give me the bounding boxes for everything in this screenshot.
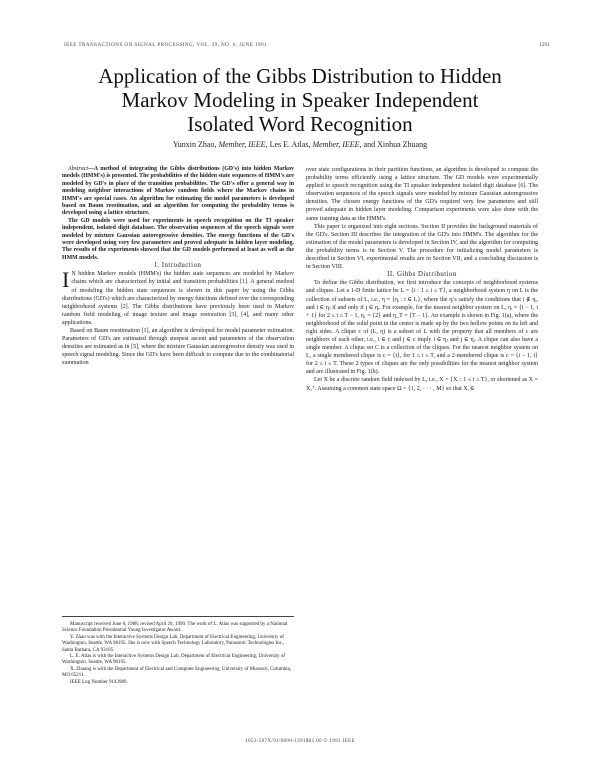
footnote-text: X. Zhuang is with the Department of Electrical and Computer Engineering, University of Missouri, Columbia, MO 65211. xyxy=(62,666,292,679)
running-head: IEEE TRANSACTIONS ON SIGNAL PROCESSING, VOL. 39, NO. 6, JUNE 1991 xyxy=(64,42,268,48)
title-line: Isolated Word Recognition xyxy=(187,112,413,136)
body-paragraph: This paper is organized into eight sections. Section II provides the background materials of the GD's. Section III describes the integration of the GD's into HMM's. The algorithm for the estimation of the model parameters is developed in Section IV, and the algorithm for computing the probability terms is in Section V. The procedure for initializing model parameters is described in Section VI, experimental results are in Section VII, and a concluding discussion is in Section VIII. xyxy=(306,223,538,271)
author-line xyxy=(60,140,540,149)
paper-title xyxy=(60,64,540,136)
author-name: Yunxin Zhao, xyxy=(172,140,217,149)
drop-cap: I xyxy=(62,267,70,293)
footnote-text: Manuscript received June 8, 1988; revised April 20, 1990. The work of L. Atlas was supported by a National Science Foundation Presidential Young Investigator Award. xyxy=(62,622,288,634)
left-column xyxy=(62,166,294,368)
footnote-text: Y. Zhao was with the Interactive Systems Design Lab, Department of Electrical Engineering, University of Washington, Seattle, WA 98195. She is now with Speech Technology Laboratory, Panasonic Technologies Inc., Santa Barbara, CA 93105. xyxy=(62,634,285,653)
title-line: Application of the Gibbs Distribution to Hidden xyxy=(98,64,502,88)
footnote-text: L. E. Atlas is with the Interactive Systems Design Lab, Department of Electrical Engineering, University of Washington, Seattle, WA 98195. xyxy=(62,654,286,666)
intro-paragraph: Based on Baum reestimation [1], an algorithm is developed for model parameter estimation. Parameters of GD's are estimated through steepest ascent and parameters of the observation densities are estimated as in [5], where the mixture Gaussian autoregressive density was used in speech signal modeling. Since the GD's have been difficult to compute due to the combinatorial summation xyxy=(62,328,294,367)
right-column xyxy=(306,166,538,393)
page-number: 1291 xyxy=(539,42,550,48)
intro-text: N hidden Markov models (HMM's) the hidden state sequences are modeled by Markov chains which are characterized by initial and transition probabilities [1]. A general method of modeling the hidden state sequences is shown in this paper by using the Gibbs distributions (GD's) which are characterized by energy functions defined over the corresponding neighborhood systems [2]. The Gibbs distributions have previously been used in Markov random field modeling of image texture and image restoration [3], [4], and many other applications. xyxy=(62,271,294,326)
author-role: Member, IEEE, xyxy=(312,140,362,149)
abstract-paragraph xyxy=(62,166,294,218)
section-heading: I. Introduction xyxy=(154,262,202,270)
section-heading: II. Gibbs Distribution xyxy=(387,271,457,279)
author-name: and Xinhua Zhuang xyxy=(363,140,428,149)
footnote-text: IEEE Log Number 9143989. xyxy=(70,679,128,685)
body-paragraph: To define the Gibbs distribution, we first introduce the concepts of neighborhood systems and cliques. Let a 1-D finite lattice be L = {i : 1 ≤ i ≤ T}, a neighborhood system η on L is the collection of subsets of L, i.e., η = {ηᵢ : i ∈ L}, where the ηᵢ's satisfy the conditions that i ∉ ηᵢ, and i ∈ ηⱼ if and only if j ∈ ηᵢ. For example, for the nearest neighbor system on L, ηᵢ = {i − 1, i + 1} for 2 ≤ i ≤ T − 1, η₁ = {2} and η_T = {T − 1}. An example is shown in Fig. 1(a), where the neighborhood of the solid point in the center is made up by the two hollow points on its left and right sides. A clique c of (L, η) is a subset of L with the property that all members of c are neighbors of each other, i.e., i ∈ c and j ∈ c imply i ∈ ηⱼ and j ∈ ηᵢ. A clique can also have a single member. A clique set C is a collection of the cliques. For the nearest neighbor system on L, a single membered clique is c = {i}, for 1 ≤ i ≤ T, and a 2-membered clique is c = {i − 1, i} for 2 ≤ i ≤ T. These 2 types of cliques are the only possibilities for the nearest neighbor system and are illustrated in Fig. 1(b). xyxy=(306,280,538,376)
body-paragraph: Let X be a discrete random field indexed by L, i.e., X = {Xᵢ : 1 ≤ i ≤ T}, or shortened as X = X₁ᵀ. Assuming a common state space Ω = {1, 2, · · · , M} so that Xᵢ ∈ xyxy=(306,377,538,392)
title-line: Markov Modeling in Speaker Independent xyxy=(121,88,479,112)
body-paragraph: over state configurations in their partition functions, an algorithm is developed to compute the probability terms efficiently using a lattice structure. The GD models were experimentally applied to speech recognition using the TI speaker independent isolated digit database [6]. The observation sequences of the speech signals were modeled by mixture Gaussian autoregressive densities. The chosen energy functions of the GD's required very few parameters and still proved adequate in hidden layer modeling. Comparison experiments were also done with the same training data as the HMM's. xyxy=(306,167,538,222)
footnote xyxy=(62,616,294,686)
abstract-lead: Abstract xyxy=(68,166,88,172)
abstract-paragraph: The GD models were used for experiments in speech recognition on the TI speaker independent, isolated digit database. The observation sequences of the speech signals were modeled by mixture Gaussian autoregressive densities. The energy functions of the GD's were developed using very few parameters and proved adequate in hidden layer modeling. The results of the experiments showed that the GD models performed at least as well as the HMM models. xyxy=(62,217,294,261)
author-name: Les E. Atlas, xyxy=(269,140,311,149)
intro-paragraph xyxy=(62,267,294,327)
abstract-text: —A method of integrating the Gibbs distributions (GD's) into hidden Markov models (HMM's) is presented. The probabilities of the hidden state sequences of HMM's are modeled by GD's in place of the transition probabilities. The GD's offer a general way in modeling neighbor interactions of Markov random fields where the Markov chains in HMM's are special cases. An algorithm for estimating the model parameters is developed based on Baum reestimation, and an algorithm for computing the probability terms is developed using a lattice structure. xyxy=(62,166,294,217)
copyright-code: 1053-587X/91/0600-1291$01.00 © 1991 IEEE xyxy=(245,738,355,744)
author-role: Member, IEEE, xyxy=(218,140,268,149)
abstract xyxy=(62,166,294,262)
